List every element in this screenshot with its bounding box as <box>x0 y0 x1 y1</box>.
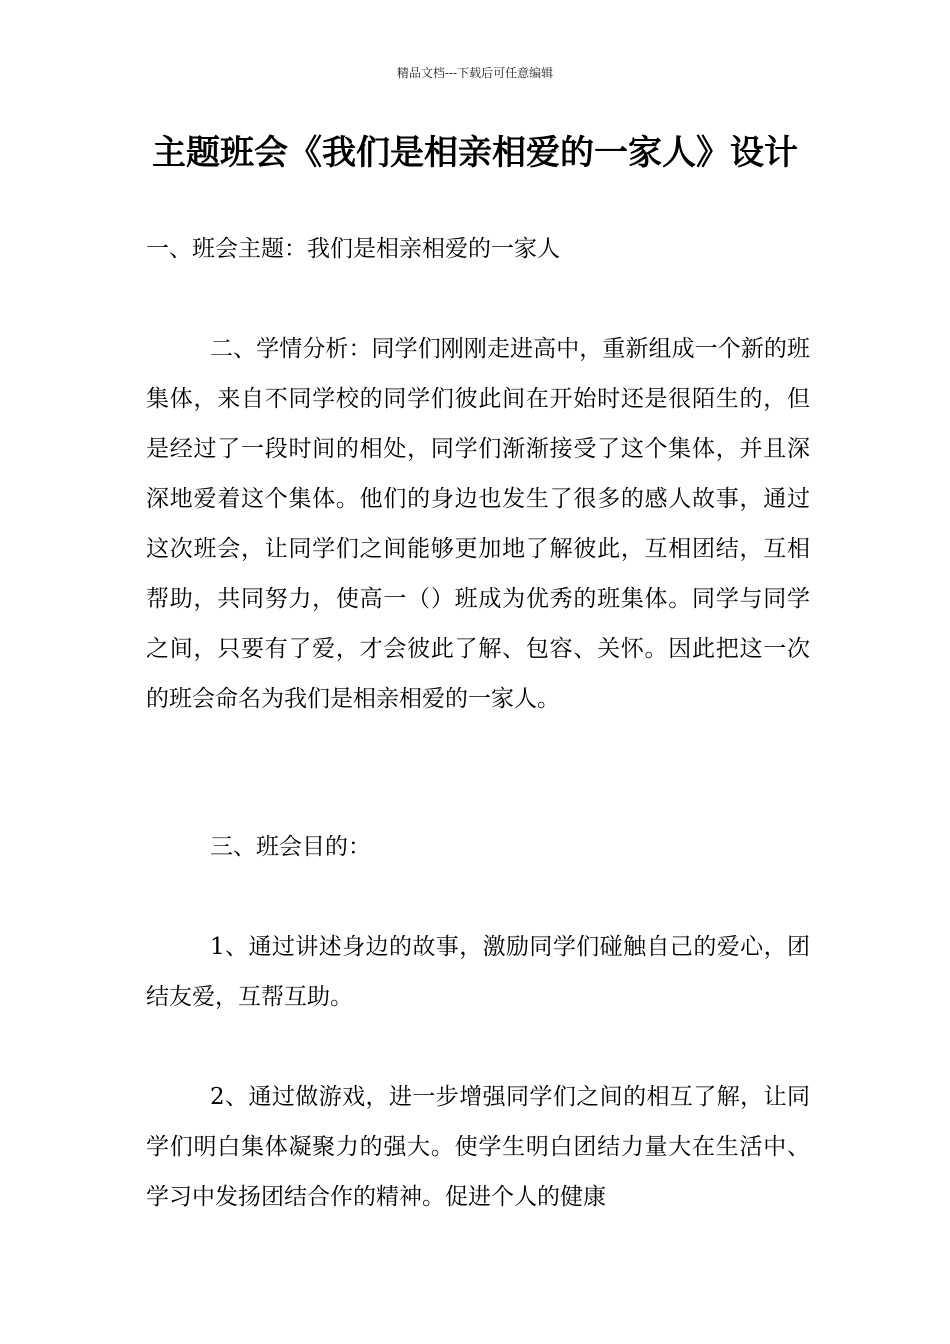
paragraph-theme: 一、班会主题：我们是相亲相爱的一家人 <box>146 236 560 262</box>
section-analysis <box>146 324 810 724</box>
paragraph-purpose-2: 2、通过做游戏，进一步增强同学们之间的相互了解，让同学们明白集体凝聚力的强大。使学生明白团结力量大在生活中、学习中发扬团结合作的精神。促进个人的健康 <box>146 1084 810 1210</box>
page-header: 精品文档---下载后可任意编辑 <box>396 66 554 80</box>
section-purpose-2 <box>146 1072 810 1222</box>
section-purpose-heading <box>146 822 810 872</box>
paragraph-purpose-heading: 三、班会目的： <box>210 834 371 860</box>
section-purpose-1 <box>146 922 810 1022</box>
section-theme <box>146 224 810 274</box>
paragraph-purpose-1: 1、通过讲述身边的故事，激励同学们碰触自己的爱心，团结友爱，互帮互助。 <box>146 934 810 1010</box>
document-title: 主题班会《我们是相亲相爱的一家人》设计 <box>152 133 798 173</box>
paragraph-analysis: 二、学情分析：同学们刚刚走进高中，重新组成一个新的班集体，来自不同学校的同学们彼此间在开始时还是很陌生的，但是经过了一段时间的相处，同学们渐渐接受了这个集体，并且深深地爱着这个集体。他们的身边也发生了很多的感人故事，通过这次班会，让同学们之间能够更加地了解彼此，互相团结，互相帮助，共同努力，使高一（）班成为优秀的班集体。同学与同学之间，只要有了爱，才会彼此了解、包容、关怀。因此把这一次的班会命名为我们是相亲相爱的一家人。 <box>146 336 810 712</box>
